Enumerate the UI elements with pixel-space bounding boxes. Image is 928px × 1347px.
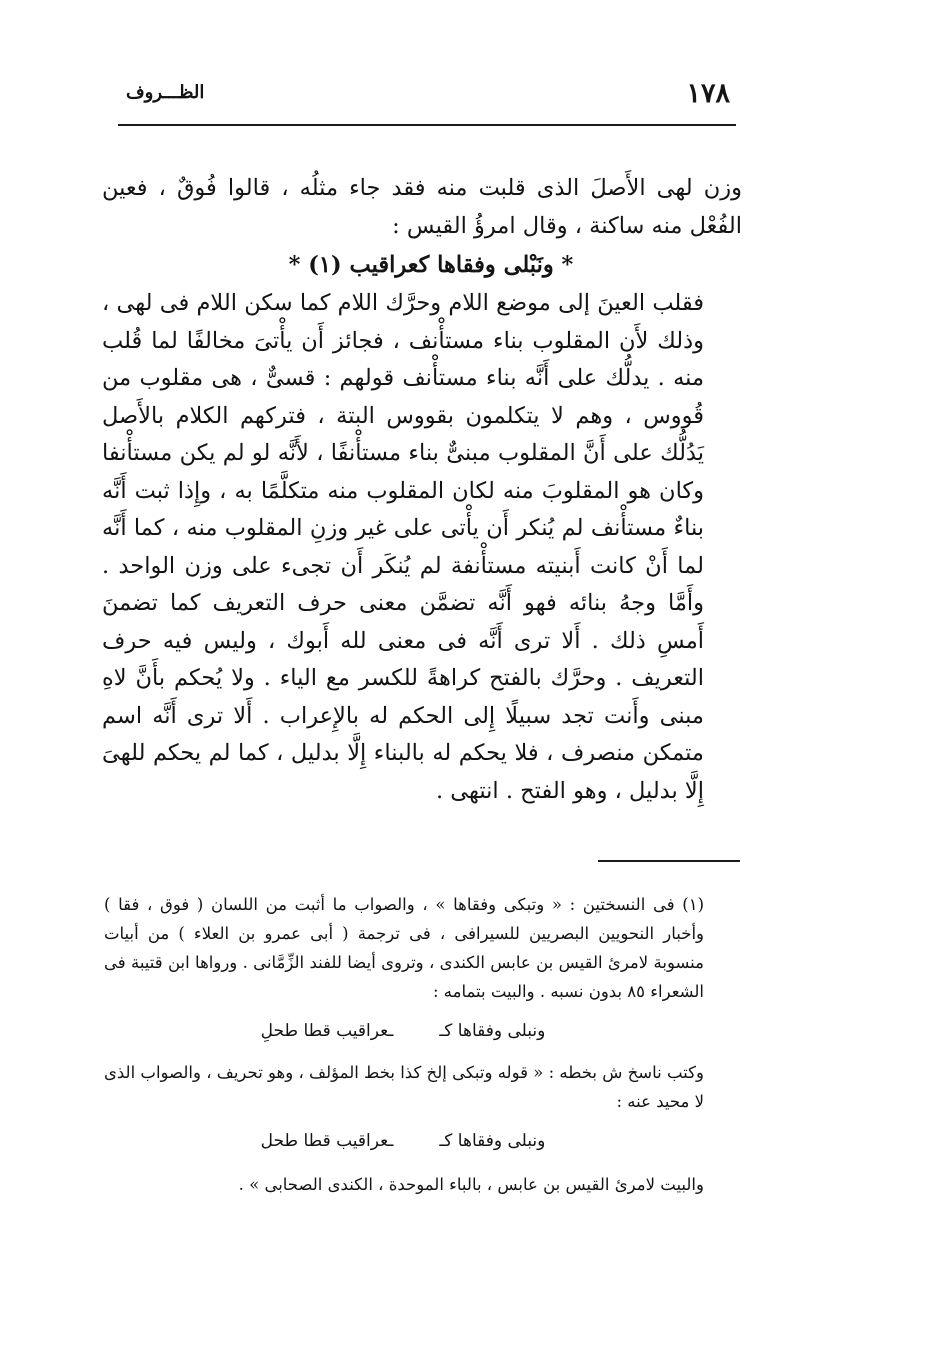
footnotes (104, 890, 742, 1199)
main-text (102, 170, 742, 810)
footnote-verse-2 (104, 1124, 742, 1158)
page-number: ١٧٨ (686, 78, 730, 109)
paragraph-2: فقلب العينَ إلى موضع اللام وحرَّك اللام كما سكن اللام فى لهى ، وذلك لأَن المقلوب بناء مستأْنف ، فجائز أَن يأْتىَ مخالفًا لما قُلب منه . يدلُّك على أَنَّه بناء مستأْنف قولهم : قسىٌّ ، هى مقلوب من قُووس ، وهم لا يتكلمون بقووس البتة ، فتركهم الكلام بالأَصل يَدُلُّك على أَنَّ المقلوب مبنىٌّ بناء مستأْنفًا ، لأَنَّه لو لم يكن مستأْنفا وكان هو المقلوبَ منه لكان المقلوب منه متكلَّمًا به ، وإِذا ثبت أَنَّه بناءٌ مستأْنف لم يُنكر أَن يأْتى على غير وزنِ المقلوب منه ، كما أَنَّه لما أَنْ كانت أَبنيته مستأْنفة لم يُنكَر أَن تجىء على وزن الواحد . وأَمَّا وجهُ بنائه فهو أَنَّه تضمَّن معنى حرف التعريف كما تضمنَ أَمسِ ذلك . أَلا ترى أَنَّه فى معنى لله أَبوك ، وليس فيه حرف التعريف . وحرَّك بالفتح كراهةً للكسر مع الياء . ولا يُحكم بأَنَّ لاهِ مبنى وأَنت تجد سبيلًا إِلى الحكم له بالإِعراب . أَلا ترى أَنَّه اسم متمكن منصرف ، فلا يحكم له بالبناء إِلَّا بدليل ، كما لم يحكم للهىَ إِلَّا بدليل ، وهو الفتح . انتهى . (102, 290, 704, 804)
verse-line: * ونَبْلى وفقاها كعراقيب (١) * (288, 252, 574, 278)
running-title: الظـــروف (126, 82, 205, 103)
footnote-verse-2-first-half: ونبلى وفقاها كـ (439, 1131, 546, 1151)
footnote-1: (١) فى النسختين : « وتبكى وفقاها » ، والصواب ما أثبت من اللسان ( فوق ، فقا ) وأخبار النحويين البصريين للسيرافى ، فى ترجمة ( أبى عمرو بن العلاء ) من أبيات منسوبة لامرئ القيس بن عابس الكندى ، وتروى أيضا للفند الزِّمَّانى . ورواها ابن قتيبة فى الشعراء ٨٥ بدون نسبه . والبيت بتمامه : (104, 895, 705, 1001)
footnote-verse-1 (104, 1014, 742, 1048)
footnote-2: وكتب ناسخ ش بخطه : « قوله وتبكى إلخ كذا بخط المؤلف ، وهو تحريف ، والصواب الذى لا محيد عنه : (103, 1063, 704, 1111)
footnote-verse-1-second-half: ـعراقيب قطا طحلِ (260, 1021, 394, 1041)
footnote-3: والبيت لامرئ القيس بن عابس ، بالباء الموحدة ، الكندى الصحابى » . (238, 1175, 704, 1194)
header-rule (118, 124, 736, 126)
footnote-rule (598, 860, 740, 862)
page-header (118, 78, 736, 108)
footnote-verse-2-second-half: ـعراقيب قطا طحل (260, 1131, 394, 1151)
paragraph-1: وزن لهى الأَصلَ الذى قلبت منه فقد جاء مثلُه ، قالوا فُوقٌ ، فعين الفُعْل منه ساكنة ، وقال امرؤُ القيس : (102, 175, 742, 239)
footnote-verse-1-first-half: ونبلى وفقاها كـ (439, 1021, 546, 1041)
